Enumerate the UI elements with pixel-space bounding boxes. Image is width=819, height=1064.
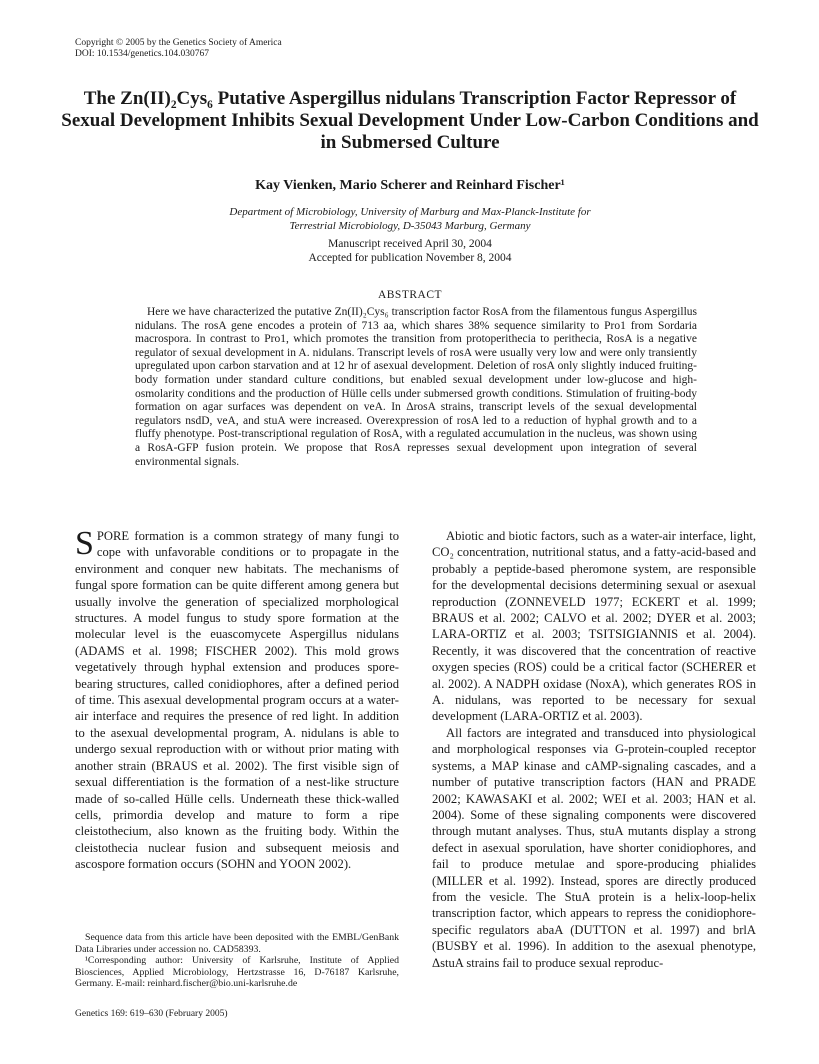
affiliation bbox=[60, 205, 760, 233]
journal-citation: Genetics 169: 619–630 (February 2005) bbox=[75, 1009, 228, 1019]
affiliation-line-2: Terrestrial Microbiology, D-35043 Marburg, Germany bbox=[289, 220, 531, 232]
doi-line: DOI: 10.1534/genetics.104.030767 bbox=[75, 49, 210, 59]
manuscript-dates bbox=[60, 237, 760, 265]
received-date: Manuscript received April 30, 2004 bbox=[328, 238, 492, 250]
accepted-date: Accepted for publication November 8, 2004 bbox=[308, 252, 512, 264]
abstract-heading: ABSTRACT bbox=[377, 289, 443, 301]
copyright-block bbox=[75, 38, 282, 60]
body-paragraph-2: All factors are integrated and transduced into physiological and morphological responses via G-protein-coupled receptor systems, a MAP kinase and cAMP-signaling cascades, and a number of putative transcription factors (HAN and PRADE 2002; KAWASAKI et al. 2002; WEI et al. 2003; HAN et al. 2004). Some of these signaling components were discovered through mutant analyses. Thus, stuA mutants display a strong defect in asexual sporulation, have shorter conidiophores, and fail to produce metulae and spore-producing phialides (MILLER et al. 1992). Instead, spores are directly produced from the vesicle. The StuA protein is a helix-loop-helix transcription factor, which appears to repress the conidiophore-specific regulators abaA (DUTTON et al. 1997) and brlA (BUSBY et al. 1996). In addition to the asexual phenotype, ΔstuA strains fail to produce sexual reproduc- bbox=[432, 725, 756, 970]
sequence-footnote: Sequence data from this article have been deposited with the EMBL/GenBank Data Libraries under accession no. CAD58393. bbox=[75, 932, 399, 955]
body-left-column bbox=[75, 525, 399, 873]
affiliation-line-1: Department of Microbiology, University of Marburg and Max-Planck-Institute for bbox=[229, 206, 591, 218]
corresponding-author-footnote: ¹Corresponding author: University of Karlsruhe, Institute of Applied Biosciences, Applied Microbiology, Hertzstrasse 16, D-76187 Karlsruhe, Germany. E-mail: reinhard.fischer@bio.uni-karlsruhe.de bbox=[75, 955, 399, 990]
copyright-line: Copyright © 2005 by the Genetics Society of America bbox=[75, 38, 282, 48]
footnotes bbox=[75, 932, 399, 990]
body-paragraph-1: Abiotic and biotic factors, such as a water-air interface, light, CO₂ concentration, nutritional status, and a fatty-acid-based and probably a peptide-based pheromone system, are responsible for the developmental decisions determining sexual or asexual reproduction (ZONNEVELD 1977; ECKERT et al. 1999; BRAUS et al. 2002; CALVO et al. 2002; DYER et al. 2003; LARA-ORTIZ et al. 2003; TSITSIGIANNIS et al. 2004). Recently, it was discovered that the concentration of reactive oxygen species (ROS) could be a critical factor (SCHERER et al. 2002). A NADPH oxidase (NoxA), which generates ROS in A. nidulans, was reported to be necessary for sexual development (LARA-ORTIZ et al. 2003). bbox=[432, 529, 756, 724]
intro-paragraph bbox=[75, 525, 399, 873]
body-right-column bbox=[432, 528, 756, 971]
intro-text: PORE formation is a common strategy of many fungi to cope with unfavorable conditions or to propagate in the environment and conquer new habitats. The mechanisms of fungal spore formation can be quite different among genera but usually involve the generation of specialized morphological structures. A model fungus to study spore formation at the molecular level is the euascomycete Aspergillus nidulans (ADAMS et al. 1998; FISCHER 2002). This mold grows vegetatively through hyphal extension and produces spore-bearing structures, called conidiophores, after a defined period of time. This asexual developmental program occurs at a water-air interface and requires the presence of red light. In addition to the asexual developmental program, A. nidulans is able to undergo sexual reproduction with or without prior mating with another strain (BRAUS et al. 2002). The first visible sign of sexual differentiation is the formation of a nest-like structure made of so-called Hülle cells. Underneath these thick-walled cells, primordia develop and mature to form a ripe cleistothecium, also known as the fruiting body. Within the cleistothecia nuclear fusion and subsequent meiosis and ascospore formation occurs (SOHN and YOON 2002). bbox=[75, 529, 399, 872]
drop-cap: S bbox=[75, 525, 94, 562]
author-list: Kay Vienken, Mario Scherer and Reinhard Fischer¹ bbox=[255, 178, 565, 193]
abstract-text: Here we have characterized the putative Zn(II)₂Cys₆ transcription factor RosA from the filamentous fungus Aspergillus nidulans. The rosA gene encodes a protein of 713 aa, which shares 38% sequence similarity to Pro1 from Sordaria macrospora. In contrast to Pro1, which promotes the transition from protoperithecia to perithecia, RosA is a negative regulator of sexual development in A. nidulans. Transcript levels of rosA were usually very low and were only transiently upregulated upon carbon starvation and at 12 hr of asexual development. Deletion of rosA only slightly induced fruiting-body formation under standard culture conditions, but enabled sexual development under low-glucose and high-osmolarity conditions and the production of Hülle cells under submersed growth conditions. Stimulation of fruiting-body formation on agar surfaces was dependent on veA. In ΔrosA strains, transcript levels of the sexual developmental regulators nsdD, veA, and stuA were increased. Overexpression of rosA led to a reduction of hyphal growth and to a fluffy phenotype. Post-transcriptional regulation of RosA, with a regulated accumulation in the nucleus, was shown using a RosA-GFP fusion protein. We propose that RosA represses sexual development upon integration of several environmental signals. bbox=[135, 306, 697, 468]
article-title: The Zn(II)₂Cys₆ Putative Aspergillus nidulans Transcription Factor Repressor of Sexual Development Inhibits Sexual Development Under Low-Carbon Conditions and in Submersed Culture bbox=[61, 88, 759, 153]
